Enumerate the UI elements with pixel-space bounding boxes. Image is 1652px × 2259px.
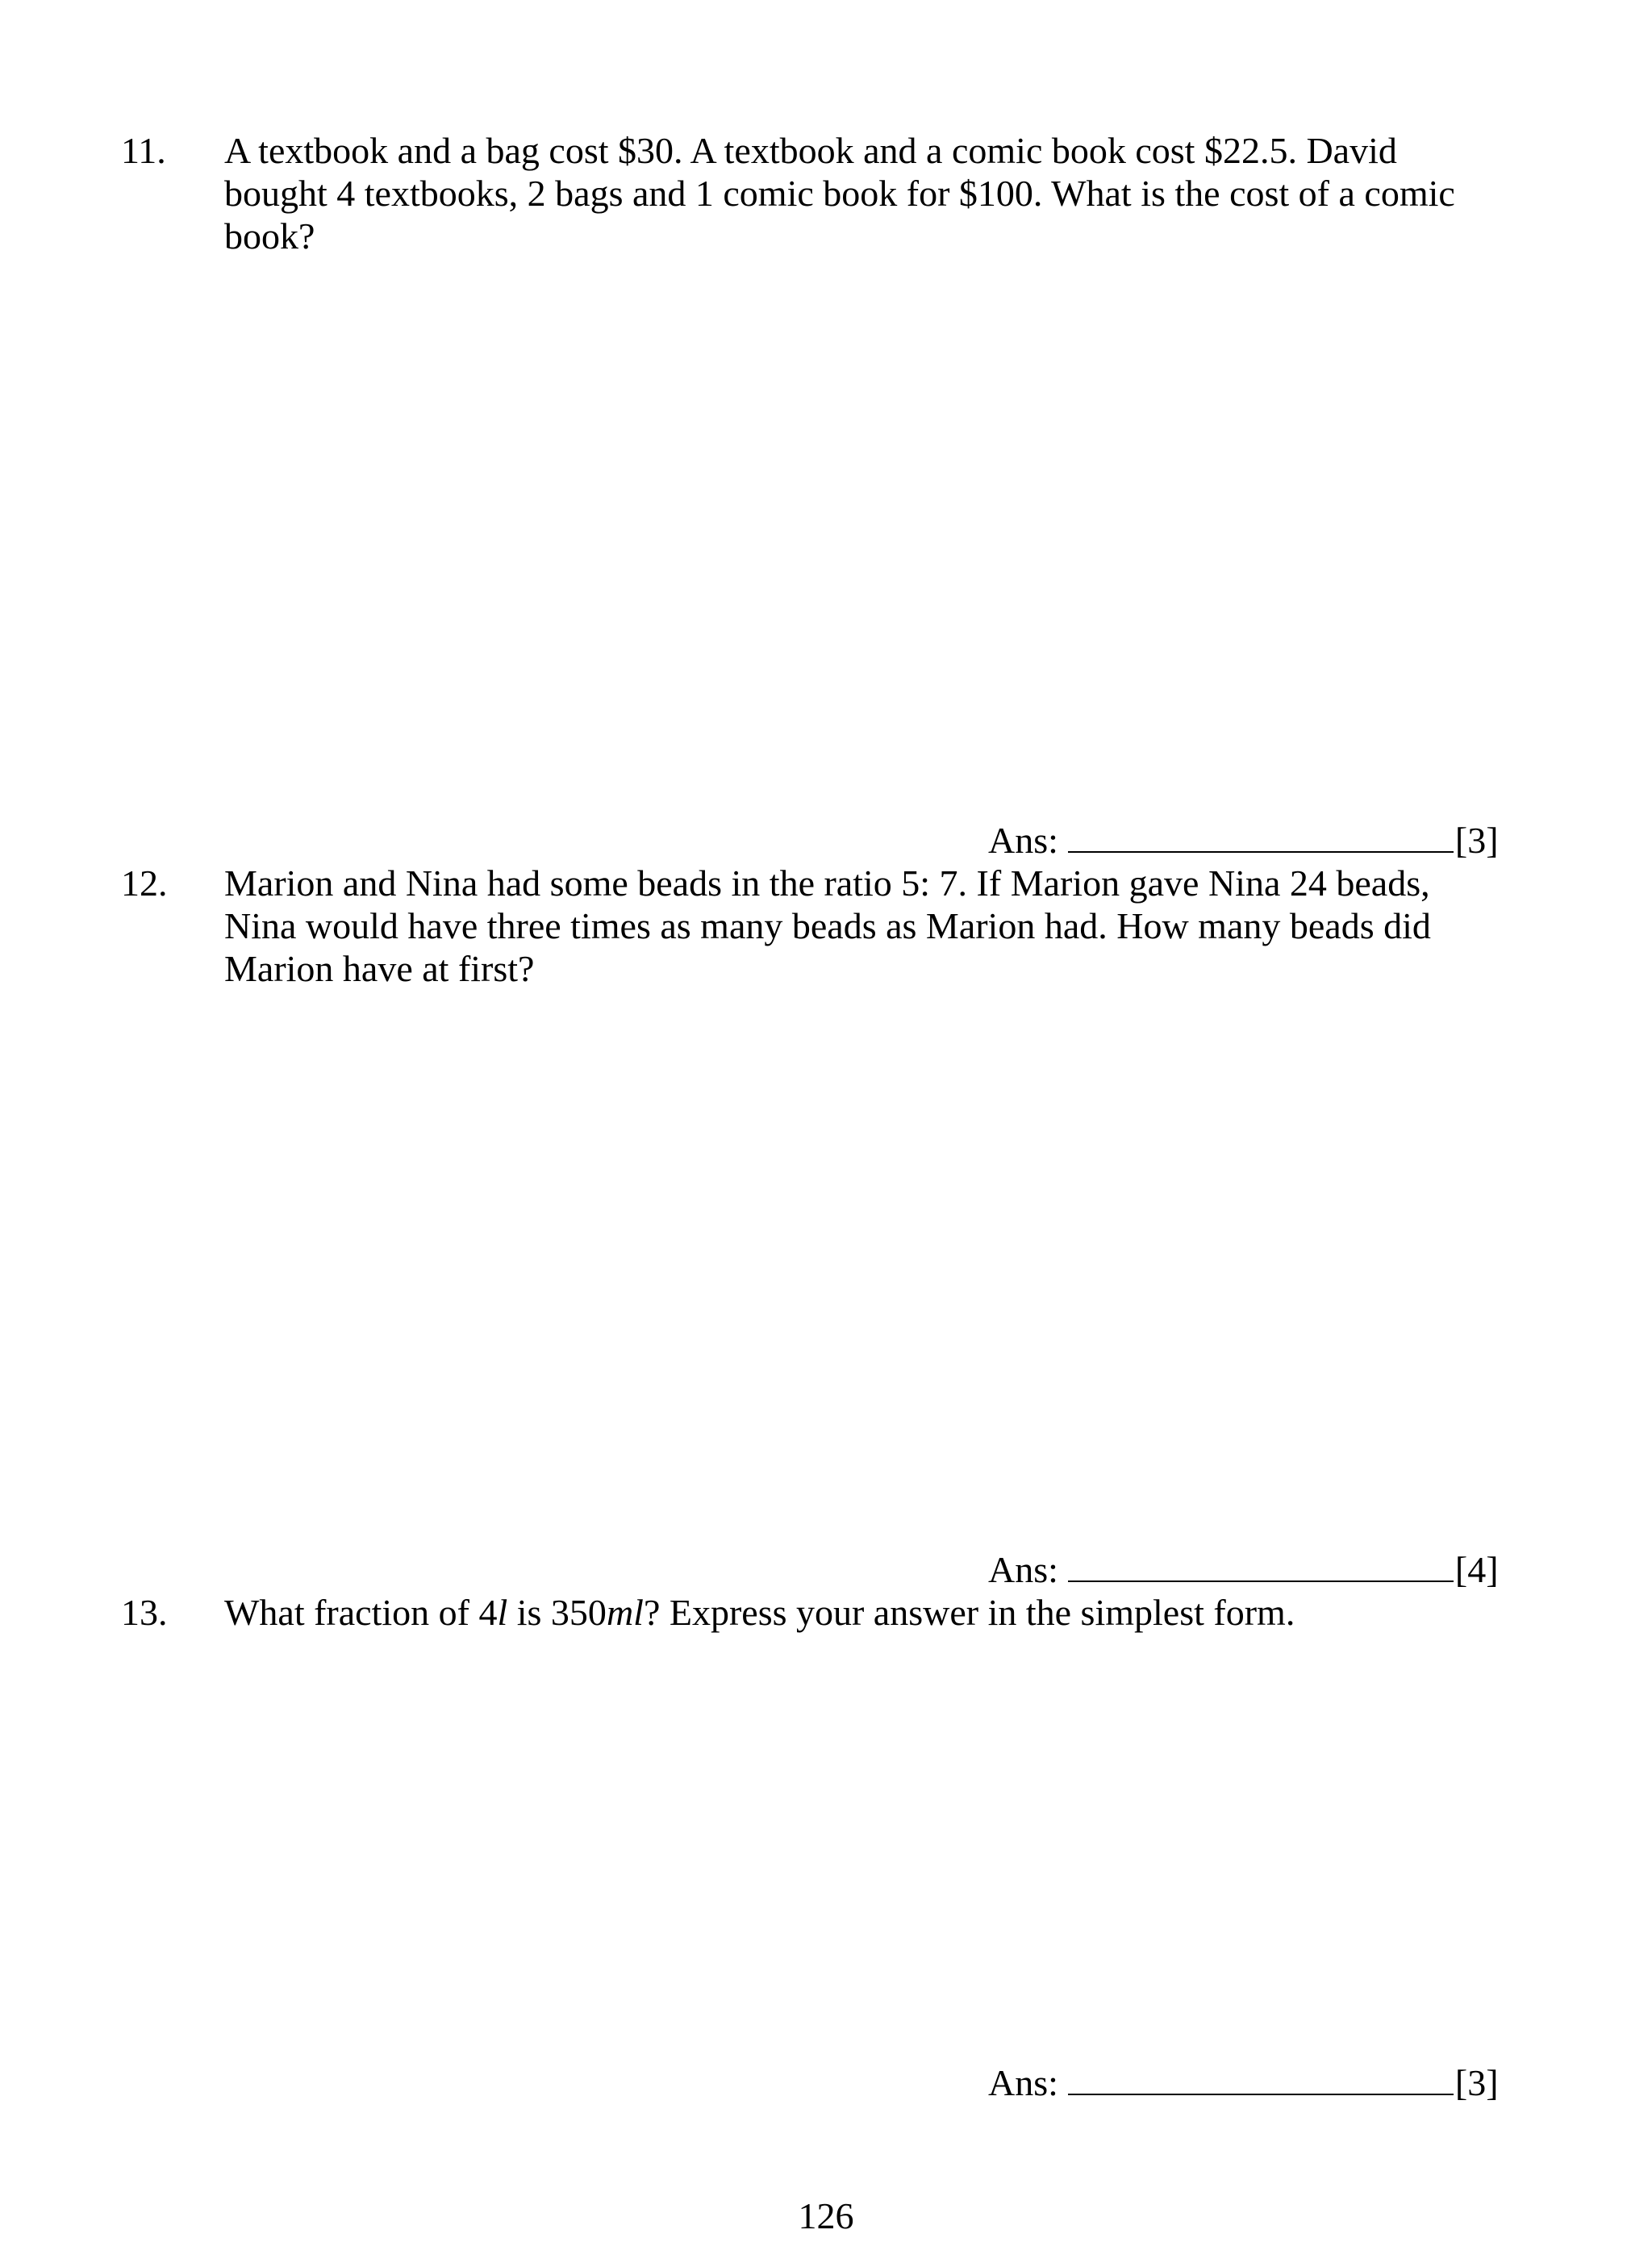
marks-label: [4]	[1454, 1549, 1499, 1590]
question-text	[224, 129, 1515, 257]
answer-label: Ans:	[988, 2062, 1058, 2103]
answer-line-12	[988, 1548, 1499, 1591]
marks-label: [3]	[1454, 2062, 1499, 2103]
question-text-line: A textbook and a bag cost $30. A textbook and a comic book cost $22.5. David	[224, 130, 1397, 171]
marks-label: [3]	[1454, 820, 1499, 861]
answer-line-13	[988, 2061, 1499, 2104]
question-number: 13.	[121, 1592, 168, 1633]
page-number: 126	[798, 2195, 854, 2236]
question-text-line: book?	[224, 215, 315, 257]
question-text-line: Marion and Nina had some beads in the ratio 5: 7. If Marion gave Nina 24 beads,	[224, 862, 1430, 904]
question-text-line: Marion have at first?	[224, 948, 535, 989]
question-text-line: What fraction of 4l is 350ml? Express your answer in the simplest form.	[224, 1592, 1295, 1633]
question-text	[224, 1591, 1515, 1634]
answer-blank[interactable]	[1068, 819, 1454, 853]
question-text	[224, 862, 1515, 990]
question-text-line: Nina would have three times as many beads as Marion had. How many beads did	[224, 905, 1431, 946]
answer-blank[interactable]	[1068, 2061, 1454, 2095]
litre-unit: l	[497, 1592, 508, 1633]
answer-label: Ans:	[988, 1549, 1058, 1590]
question-number: 11.	[121, 130, 166, 171]
answer-line-11	[988, 819, 1499, 862]
question-number: 12.	[121, 862, 168, 904]
answer-blank[interactable]	[1068, 1548, 1454, 1582]
millilitre-unit: ml	[606, 1592, 644, 1633]
answer-label: Ans:	[988, 820, 1058, 861]
question-text-line: bought 4 textbooks, 2 bags and 1 comic book for $100. What is the cost of a comic	[224, 173, 1455, 214]
